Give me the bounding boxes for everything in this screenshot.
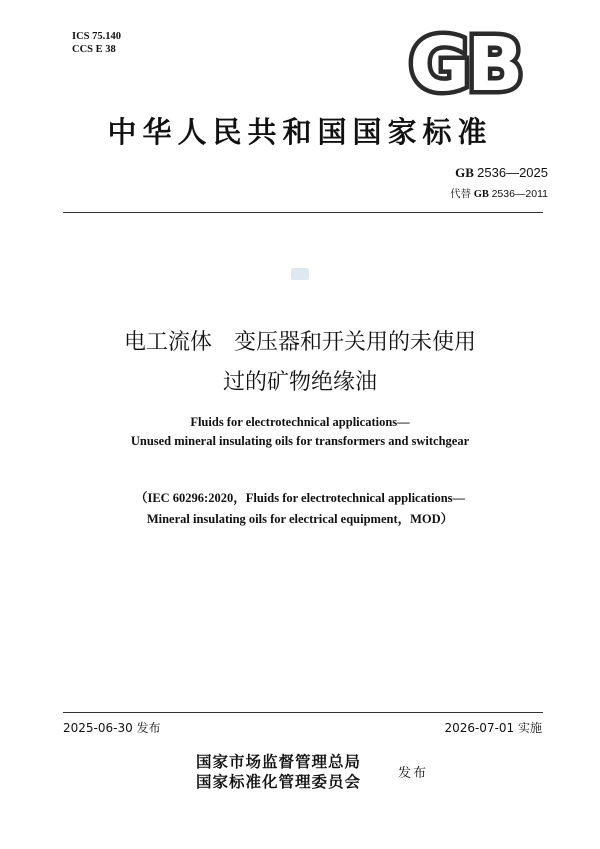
english-title-line-2: Unused mineral insulating oils for transformers and switchgear: [130, 434, 470, 448]
replaces-prefix: GB: [473, 189, 489, 200]
publisher-line-2: 国家标准化管理委员会: [196, 772, 362, 791]
chinese-title-line-2: 过的矿物绝缘油: [222, 370, 377, 395]
publisher-line-1: 国家市场监督管理总局: [196, 752, 362, 771]
standard-number: [455, 165, 548, 181]
iec-reference-line-1: （IEC 60296:2020，Fluids for electrotechnical applications—: [134, 491, 466, 505]
bottom-divider: [63, 712, 543, 713]
top-divider: [63, 212, 543, 213]
classification-codes: [72, 30, 121, 56]
ics-code: ICS 75.140: [72, 31, 122, 42]
english-title-line-1: Fluids for electrotechnical applications—: [190, 415, 410, 429]
publish-date: 2025-06-30 发布: [63, 721, 161, 735]
standard-number-value: 2536—2025: [477, 165, 548, 180]
chinese-title-line-1: 电工流体 变压器和开关用的未使用: [123, 330, 476, 355]
gb-logo: [402, 28, 528, 100]
replaces-number: 2536—2011: [491, 188, 548, 200]
publish-action: 发布: [398, 766, 429, 781]
effective-date: 2026-07-01 实施: [444, 721, 542, 735]
watermark-mark: [291, 268, 309, 280]
ccs-code: CCS E 38: [72, 44, 116, 55]
gb-logo-mark: [402, 28, 528, 100]
standard-category-title: 中华人民共和国国家标准: [107, 115, 493, 149]
publisher-names: [196, 752, 361, 792]
iec-reference-line-2: Mineral insulating oils for electrical equipment，MOD）: [146, 512, 454, 526]
replaces-label: 代替: [450, 188, 472, 200]
standard-number-prefix: GB: [455, 165, 474, 180]
replaces-standard: [450, 186, 548, 201]
gb-logo-text: GB: [409, 28, 521, 100]
